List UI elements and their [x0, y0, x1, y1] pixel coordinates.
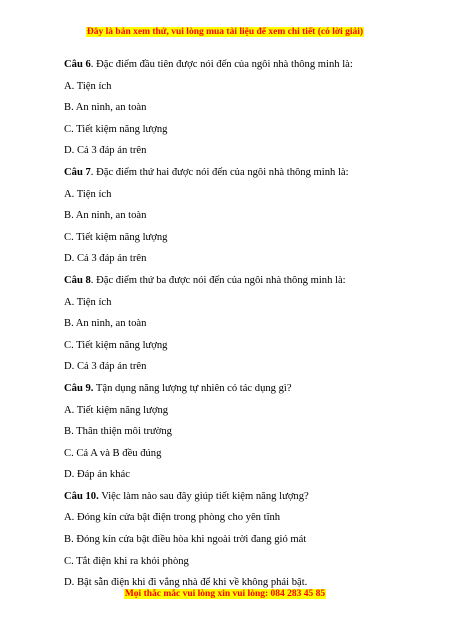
question-block [64, 58, 404, 157]
answer-option: A. Tiện ích [64, 80, 112, 92]
question-text: Tận dụng năng lượng tự nhiên có tác dụng gì? [93, 382, 292, 394]
answer-option: B. Thân thiện môi trường [64, 426, 172, 438]
answer-option: A. Tiết kiệm năng lượng [64, 404, 169, 416]
question-block [64, 274, 404, 373]
answer-option: A. Tiện ích [64, 296, 112, 308]
contact-notice-text: Mọi thắc mắc vui lòng xin vui lòng: 084 283 45 85 [124, 589, 326, 599]
answer-option: D. Cả 3 đáp án trên [64, 361, 147, 373]
question-text: Đặc điểm đầu tiên được nói đến của ngôi nhà thông minh là: [93, 59, 353, 70]
question-text: Đặc điểm thứ hai được nói đến của ngôi nhà thông minh là: [93, 166, 349, 178]
answer-option: B. An ninh, an toàn [64, 210, 147, 222]
answer-option: D. Đáp án khác [64, 469, 130, 481]
answer-option: C. Tiết kiệm năng lượng [64, 231, 168, 243]
question-stem [64, 382, 404, 395]
question-block [64, 166, 404, 265]
answer-option: C. Tiết kiệm năng lượng [64, 123, 168, 135]
answer-option: A. Tiện ích [64, 188, 112, 200]
question-number: Câu 8 [64, 274, 91, 286]
question-text: Việc làm nào sau đây giúp tiết kiệm năng lượng? [98, 490, 309, 502]
answer-option: B. An ninh, an toàn [64, 102, 147, 114]
answer-option: D. Cả 3 đáp án trên [64, 145, 147, 157]
question-number: Câu 9. [64, 382, 94, 394]
question-stem [64, 490, 404, 503]
question-text: Đặc điểm thứ ba được nói đến của ngôi nhà thông minh là: [93, 274, 346, 286]
preview-notice-banner [0, 26, 450, 38]
contact-notice-banner [0, 588, 450, 600]
answer-option: D. Cả 3 đáp án trên [64, 253, 147, 265]
question-stem: Câu 7. Đặc điểm thứ hai được nói đến của ngôi nhà thông minh là: [64, 166, 349, 178]
question-block [64, 382, 404, 481]
answer-option: A. Đóng kín cửa bật điện trong phòng cho yên tĩnh [64, 512, 281, 524]
answer-option: D. Bật sẵn điện khi đi vắng nhà để khi về không phải bật. [64, 577, 308, 589]
question-number: Câu 10. [64, 490, 99, 502]
answer-option: B. Đóng kín cửa bật điều hòa khi ngoài trời đang gió mát [64, 534, 307, 546]
question-stem: Câu 6. Đặc điểm đầu tiên được nói đến của ngôi nhà thông minh là: [64, 59, 353, 70]
answer-option: C. Tiết kiệm năng lượng [64, 339, 168, 351]
preview-notice-text: Đây là bản xem thử, vui lòng mua tài liệu để xem chi tiết (có lời giải) [86, 27, 364, 37]
question-number: Câu 6 [64, 59, 91, 70]
question-number: Câu 7 [64, 166, 91, 178]
answer-option: B. An ninh, an toàn [64, 318, 147, 330]
question-stem: Câu 8. Đặc điểm thứ ba được nói đến của ngôi nhà thông minh là: [64, 274, 346, 286]
answer-option: C. Tắt điện khi ra khỏi phòng [64, 555, 189, 567]
question-list [64, 58, 404, 598]
answer-option: C. Cả A và B đều đúng [64, 447, 162, 459]
question-block [64, 490, 404, 589]
